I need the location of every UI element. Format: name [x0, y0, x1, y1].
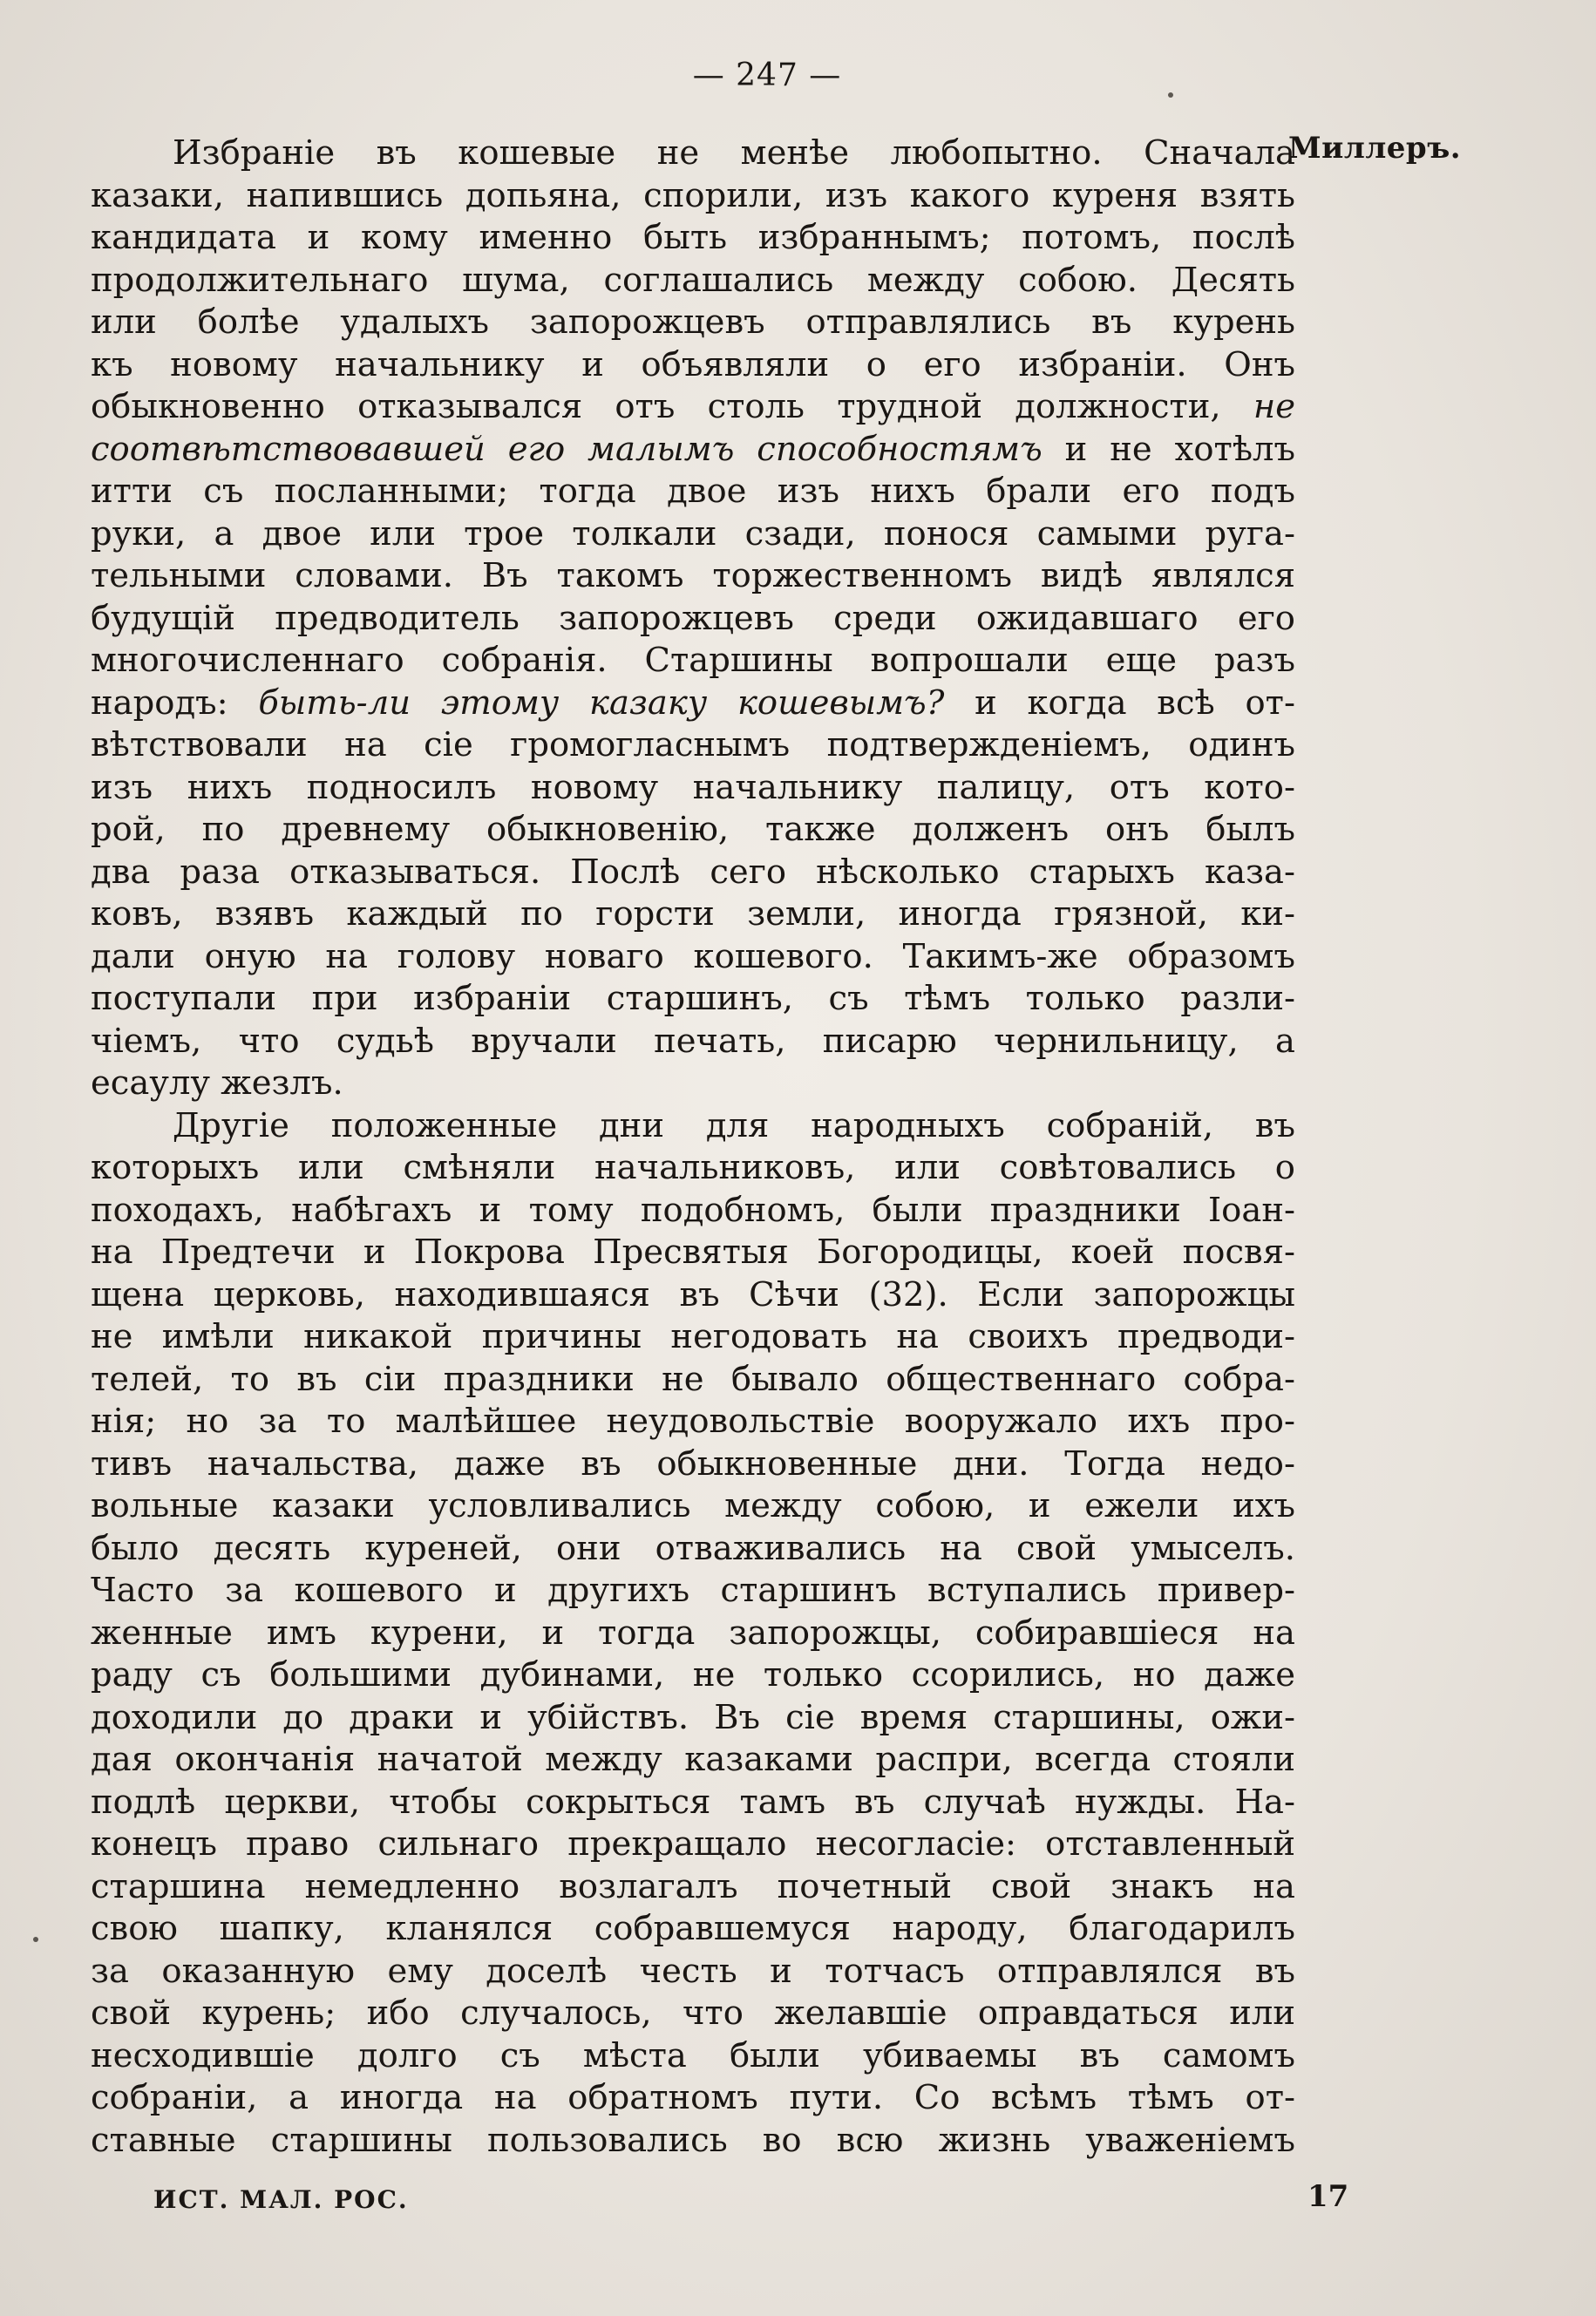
text-line: собраніи, а иногда на обратномъ пути. Со всѣмъ тѣмъ от-: [91, 2078, 1295, 2117]
italic-phrase: соотвѣтствовавшей его малымъ способностямъ: [91, 429, 1042, 469]
text-line: телей, то въ сіи праздники не бывало общественнаго собра-: [91, 1359, 1295, 1399]
text-line: конецъ право сильнаго прекращало несогласіе: отставленный: [91, 1824, 1295, 1864]
text-line: будущій предводитель запорожцевъ среди ожидавшаго его: [91, 598, 1295, 638]
text-line: не имѣли никакой причины негодовать на своихъ предводи-: [91, 1317, 1295, 1356]
text-line: вѣтствовали на сіе громогласнымъ подтвержденіемъ, одинъ: [91, 725, 1295, 764]
text-line: ковъ, взявъ каждый по горсти земли, иногда грязной, ки-: [91, 894, 1295, 934]
body-text: [91, 132, 1295, 2162]
text-segment: обыкновенно отказывался отъ столь трудной должности,: [91, 387, 1253, 426]
text-line: дали оную на голову новаго кошевого. Такимъ-же образомъ: [91, 936, 1295, 976]
text-line: вольные казаки условливались между собою, и ежели ихъ: [91, 1486, 1295, 1525]
text-line: свой курень; ибо случалось, что желавшіе оправдаться или: [91, 1993, 1295, 2033]
text-line: или болѣе удалыхъ запорожцевъ отправлялись въ курень: [91, 302, 1295, 342]
italic-phrase: не: [1253, 387, 1295, 426]
text-line: [91, 386, 1295, 429]
text-line: рой, по древнему обыкновенію, также долженъ онъ былъ: [91, 810, 1295, 849]
text-line: многочисленнаго собранія. Старшины вопрошали еще разъ: [91, 641, 1295, 680]
text-line: чіемъ, что судьѣ вручали печать, писарю чернильницу, а: [91, 1021, 1295, 1061]
text-line: [91, 683, 1295, 725]
text-line: тельными словами. Въ такомъ торжественномъ видѣ являлся: [91, 556, 1295, 595]
text-line: на Предтечи и Покрова Пресвятыя Богородицы, коей посвя-: [91, 1233, 1295, 1272]
page-number: — 247 —: [692, 58, 842, 93]
text-line: нія; но за то малѣйшее неудовольствіе вооружало ихъ про-: [91, 1402, 1295, 1441]
text-line: Другіе положенные дни для народныхъ собраній, въ: [173, 1105, 1295, 1145]
text-line: старшина немедленно возлагалъ почетный свой знакъ на: [91, 1866, 1295, 1906]
text-segment: народъ:: [91, 683, 259, 723]
margin-note: Миллеръ.: [1288, 131, 1462, 166]
text-segment: и когда всѣ от-: [944, 683, 1295, 723]
text-line: Часто за кошевого и другихъ старшинъ вступались привер-: [91, 1571, 1295, 1610]
text-line: поступали при избраніи старшинъ, съ тѣмъ только разли-: [91, 979, 1295, 1018]
italic-phrase: быть-ли этому казаку кошевымъ?: [258, 683, 945, 723]
print-speck: [33, 1937, 38, 1942]
text-line: два раза отказываться. Послѣ сего нѣсколько старыхъ каза-: [91, 852, 1295, 892]
text-line: раду съ большими дубинами, не только ссорились, но даже: [91, 1655, 1295, 1695]
signature-mark: ИСТ. МАЛ. РОС.: [153, 2185, 409, 2214]
text-line: руки, а двое или трое толкали сзади, понося самыми руга-: [91, 513, 1295, 554]
text-line: [91, 429, 1295, 472]
text-line: казаки, напившись допьяна, спорили, изъ какого куреня взять: [91, 175, 1295, 215]
text-line: щена церковь, находившаяся въ Сѣчи (32). Если запорожцы: [91, 1274, 1295, 1314]
text-segment: и не хотѣлъ: [1042, 429, 1295, 469]
text-line: дая окончанія начатой между казаками распри, всегда стояли: [91, 1740, 1295, 1779]
text-line: доходили до драки и убійствъ. Въ сіе время старшины, ожи-: [91, 1697, 1295, 1737]
text-line: за оказанную ему доселѣ честь и тотчасъ отправлялся въ: [91, 1951, 1295, 1991]
print-speck: [1168, 92, 1173, 98]
text-line: свою шапку, кланялся собравшемуся народу, благодарилъ: [91, 1909, 1295, 1948]
text-line: было десять куреней, они отваживались на свой умыселъ.: [91, 1528, 1295, 1568]
text-line: изъ нихъ подносилъ новому начальнику палицу, отъ кото-: [91, 767, 1295, 807]
text-line: которыхъ или смѣняли начальниковъ, или совѣтовались о: [91, 1148, 1295, 1187]
text-line: тивъ начальства, даже въ обыкновенные дни. Тогда недо-: [91, 1443, 1295, 1484]
text-line: несходившіе долго съ мѣста были убиваемы въ самомъ: [91, 2035, 1295, 2075]
text-line: походахъ, набѣгахъ и тому подобномъ, были праздники Іоан-: [91, 1190, 1295, 1230]
text-line: къ новому начальнику и объявляли о его избраніи. Онъ: [91, 344, 1295, 384]
text-line: есаулу жезлъ.: [91, 1063, 343, 1103]
text-line: женные имъ курени, и тогда запорожцы, собиравшіеся на: [91, 1613, 1295, 1653]
text-line: Избраніе въ кошевые не менѣе любопытно. Сначала: [173, 133, 1295, 173]
text-line: кандидата и кому именно быть избраннымъ; потомъ, послѣ: [91, 218, 1295, 257]
text-line: итти съ посланными; тогда двое изъ нихъ брали его подъ: [91, 472, 1295, 511]
sheet-number: 17: [1307, 2179, 1349, 2214]
text-line: продолжительнаго шума, соглашались между собою. Десять: [91, 260, 1295, 300]
text-line: подлѣ церкви, чтобы сокрыться тамъ въ случаѣ нужды. На-: [91, 1782, 1295, 1822]
text-line: ставные старшины пользовались во всю жизнь уваженіемъ: [91, 2120, 1295, 2160]
